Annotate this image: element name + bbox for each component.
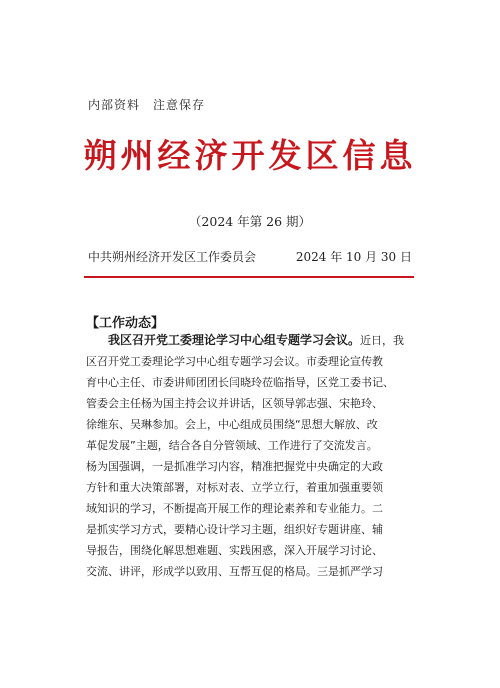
article-line: 育中心主任、市委讲师团团长闫晓玲莅临指导，区党工委书记、 (86, 376, 394, 389)
issue-number: （2024 年第 26 期） (188, 214, 312, 229)
article-line: 杨为国强调，一是抓准学习内容，精准把握党中央确定的大政 (86, 460, 383, 473)
article-line: 管委会主任杨为国主持会议并讲话，区领导郭志强、宋艳玲、 (86, 397, 383, 410)
article-line: 导报告，围绕化解思想难题、实践困惑，深入开展学习讨论、 (86, 544, 383, 557)
article-headline: 我区召开党工委理论学习中心组专题学习会议。 (108, 333, 361, 347)
article-body (86, 330, 416, 582)
article-line: 方针和重大决策部署，对标对表、立学立行，着重加强重要领 (86, 481, 383, 494)
publisher: 中共朔州经济开发区工作委员会 (88, 250, 257, 264)
confidential-notice: 内部资料 注意保存 (88, 98, 206, 112)
masthead-title: 朔州经济开发区信息 (83, 136, 417, 175)
article-line: 革促发展”主题，结合各自分管领域、工作进行了交流发言。 (86, 439, 378, 452)
article-line: 域知识的学习，不断提高开展工作的理论素养和专业能力。二 (86, 502, 383, 515)
article-line-text: 近日，我 (360, 334, 405, 347)
section-title: 【工作动态】 (86, 316, 165, 331)
article-line (86, 330, 416, 351)
publish-date: 2024 年 10 月 30 日 (295, 250, 412, 264)
article-line: 是抓实学习方式，要精心设计学习主题，组织好专题讲座、辅 (86, 523, 383, 536)
red-divider (84, 276, 414, 278)
article-line: 区召开党工委理论学习中心组专题学习会议。市委理论宣传教 (86, 355, 383, 368)
article-line: 徐维东、吴琳参加。会上，中心组成员围绕“思想大解放、改 (86, 418, 378, 431)
article-line: 交流、讲评，形成学以致用、互帮互促的格局。三是抓严学习 (86, 565, 383, 578)
publication-meta (88, 248, 412, 265)
